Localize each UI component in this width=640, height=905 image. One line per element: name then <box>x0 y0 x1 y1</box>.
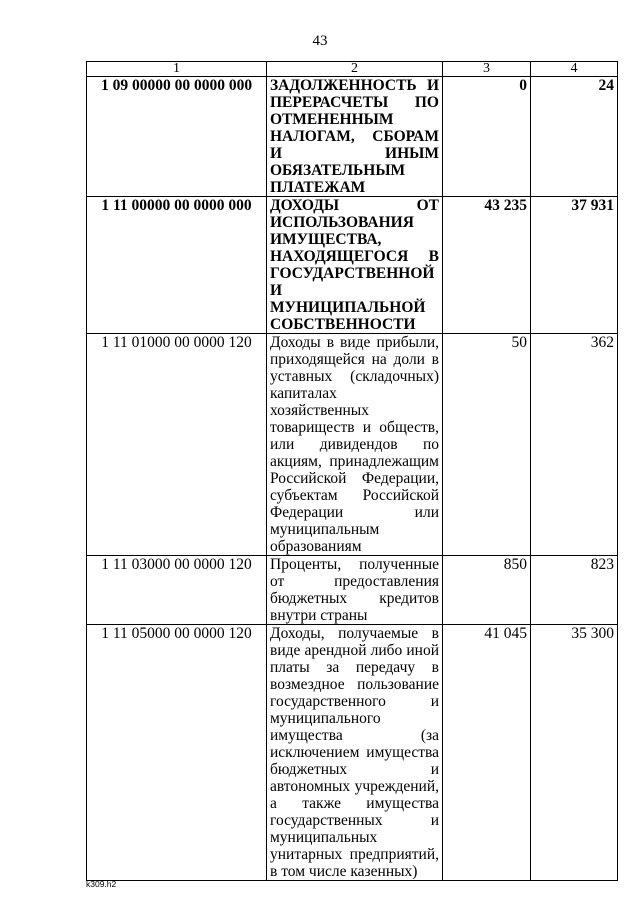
row-name: ЗАДОЛЖЕННОСТЬ И ПЕРЕРАСЧЕТЫ ПО ОТМЕНЕННЫМ НАЛОГАМ, СБОРАМ И ИНЫМ ОБЯЗАТЕЛЬНЫМ ПЛАТЕЖАМ <box>267 77 443 197</box>
table-row <box>87 556 618 625</box>
row-name: Доходы в виде прибыли, приходящейся на доли в уставных (складочных) капиталах хозяйственных товариществ и обществ, или дивидендов по акциям, принадлежащим Российской Федерации, субъектам Российской Федерации или муниципальным образованиям <box>267 334 443 556</box>
row-value-col4: 37 931 <box>531 197 618 334</box>
page-number: 43 <box>312 33 328 49</box>
row-value-col4: 823 <box>531 556 618 625</box>
row-code: 1 11 05000 00 0000 120 <box>87 625 267 881</box>
row-name: ДОХОДЫ ОТ ИСПОЛЬЗОВАНИЯ ИМУЩЕСТВА, НАХОДЯЩЕГОСЯ В ГОСУДАРСТВЕННОЙ И МУНИЦИПАЛЬНОЙ СОБСТВЕННОСТИ <box>267 197 443 334</box>
row-value-col3: 41 045 <box>443 625 531 881</box>
row-value-col3: 850 <box>443 556 531 625</box>
header-cell-1: 1 <box>87 62 267 77</box>
table-row <box>87 77 618 197</box>
row-value-col3: 50 <box>443 334 531 556</box>
header-cell-2: 2 <box>267 62 443 77</box>
header-cell-4: 4 <box>531 62 618 77</box>
footer-document-code: k309.h2 <box>86 879 117 889</box>
header-cell-3: 3 <box>443 62 531 77</box>
row-value-col4: 24 <box>531 77 618 197</box>
row-value-col4: 362 <box>531 334 618 556</box>
table-row <box>87 334 618 556</box>
row-code: 1 11 00000 00 0000 000 <box>87 197 267 334</box>
row-name: Проценты, полученные от предоставления бюджетных кредитов внутри страны <box>267 556 443 625</box>
row-code: 1 11 01000 00 0000 120 <box>87 334 267 556</box>
table-row <box>87 197 618 334</box>
row-code: 1 11 03000 00 0000 120 <box>87 556 267 625</box>
header-row <box>87 62 618 77</box>
budget-table <box>86 61 618 881</box>
row-value-col3: 43 235 <box>443 197 531 334</box>
row-value-col3: 0 <box>443 77 531 197</box>
row-name: Доходы, получаемые в виде арендной либо иной платы за передачу в возмездное пользование государственного и муниципального имущества (за исключением имущества бюджетных и автономных учреждений, а также имущества государственных и муниципальных унитарных предприятий, в том числе казенных) <box>267 625 443 881</box>
table-row <box>87 625 618 881</box>
row-code: 1 09 00000 00 0000 000 <box>87 77 267 197</box>
row-value-col4: 35 300 <box>531 625 618 881</box>
